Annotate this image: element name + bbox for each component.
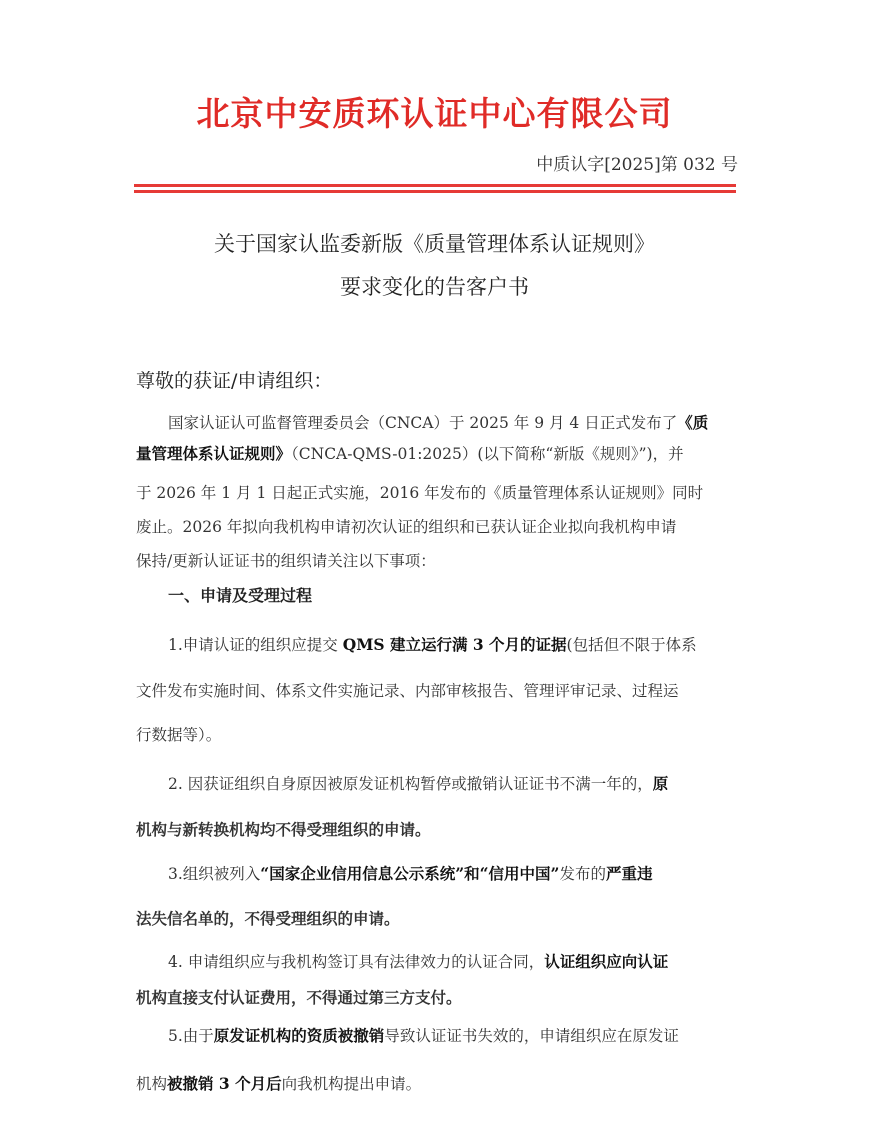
- intro-text: 国家认证认可监督管理委员会（CNCA）于 2025 年 9 月 4 日正式发布了: [168, 414, 678, 432]
- intro-line-1: [168, 411, 708, 433]
- intro-text: （CNCA-QMS-01:2025）(以下简称“新版《规则》”)，并: [291, 445, 684, 463]
- subject-line-1: 关于国家认监委新版《质量管理体系认证规则》: [214, 232, 655, 256]
- subject-line-2: 要求变化的告客户书: [340, 275, 529, 299]
- item-bold-text: “国家企业信用信息公示系统”和“信用中国”: [260, 864, 560, 883]
- item-text: 2. 因获证组织自身原因被原发证机构暂停或撤销认证证书不满一年的，: [168, 775, 653, 793]
- salutation: 尊敬的获证/申请组织：: [136, 370, 333, 392]
- item-bold-text: 严重违: [605, 864, 653, 883]
- item-2-line-2: 机构与新转换机构均不得受理组织的申请。: [136, 820, 431, 839]
- item-4-line-1: [168, 950, 668, 972]
- item-text: 向我机构提出申请。: [281, 1075, 422, 1093]
- organization-title: 北京中安质环认证中心有限公司: [196, 94, 673, 133]
- item-5-line-2: [136, 1072, 421, 1094]
- header-divider-top: [134, 184, 736, 187]
- document-number: 中质认字[2025]第 032 号: [536, 155, 738, 175]
- section-heading: 一、申请及受理过程: [168, 586, 313, 605]
- item-bold-text: 原发证机构的资质被撤销: [213, 1026, 385, 1045]
- item-text: 4. 申请组织应与我机构签订具有法律效力的认证合同，: [168, 953, 545, 971]
- intro-line-3: 于 2026 年 1 月 1 日起正式实施，2016 年发布的《质量管理体系认证规则》同时: [136, 484, 704, 502]
- intro-line-4: 废止。2026 年拟向我机构申请初次认证的组织和已获认证企业拟向我机构申请: [136, 518, 677, 536]
- item-2-line-1: [168, 772, 668, 794]
- item-bold-text: 被撤销 3 个月后: [167, 1074, 282, 1093]
- header-divider-bottom: [134, 190, 736, 193]
- item-bold-text: 原: [652, 774, 669, 793]
- item-text: 导致认证证书失效的，申请组织应在原发证: [384, 1027, 679, 1045]
- item-1-line-2: 文件发布实施时间、体系文件实施记录、内部审核报告、管理评审记录、过程运: [136, 682, 679, 700]
- item-bold-text: QMS 建立运行满 3 个月的证据: [342, 635, 567, 654]
- item-text: 发布的: [559, 865, 606, 883]
- item-bold-text: 认证组织应向认证: [544, 952, 669, 971]
- intro-bold-text: 量管理体系认证规则》: [136, 444, 292, 463]
- item-3-line-2: 法失信名单的，不得受理组织的申请。: [136, 909, 400, 928]
- item-text: 1.申请认证的组织应提交: [168, 636, 343, 654]
- intro-line-2: [136, 442, 684, 464]
- intro-bold-text: 《质: [677, 413, 709, 432]
- item-text: 5.由于: [168, 1027, 214, 1045]
- item-4-line-2: 机构直接支付认证费用，不得通过第三方支付。: [136, 988, 462, 1007]
- item-1-line-3: 行数据等）。: [136, 726, 222, 744]
- item-5-line-1: [168, 1024, 679, 1046]
- item-text: (包括但不限于体系: [566, 636, 697, 654]
- item-text: 机构: [136, 1075, 168, 1093]
- item-text: 3.组织被列入: [168, 865, 261, 883]
- item-3-line-1: [168, 862, 653, 884]
- item-1-line-1: [168, 633, 697, 655]
- intro-line-5: 保持/更新认证证书的组织请关注以下事项：: [136, 552, 436, 570]
